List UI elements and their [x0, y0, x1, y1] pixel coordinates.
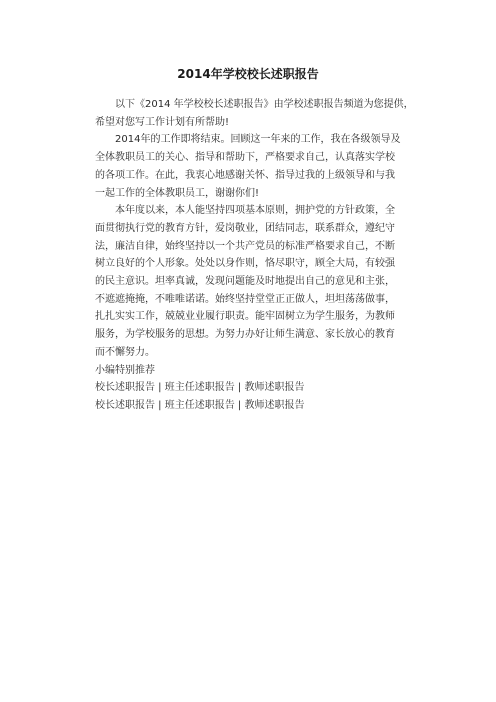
recommend-row [75, 397, 435, 415]
paragraph-line: 希望对您写工作计划有所帮助! [95, 116, 230, 128]
document-body [75, 96, 435, 415]
link-separator: | [155, 399, 165, 411]
link-separator: | [234, 399, 245, 411]
principal-report-link[interactable]: 校长述职报告 [95, 399, 155, 411]
link-separator: | [155, 382, 165, 394]
recommend-row [75, 379, 435, 397]
paragraph-line: 本年度以来，本人能坚持四项基本原则，拥护党的方针政策，全 [115, 205, 395, 217]
summary-paragraph [75, 131, 435, 202]
paragraph-line: 不遮遮掩掩，不唯唯诺诺。始终坚持堂堂正正做人，坦坦荡荡做事， [95, 293, 395, 305]
performance-paragraph [75, 202, 435, 361]
recommend-heading: 小编特别推荐 [95, 364, 155, 376]
link-separator: | [234, 382, 245, 394]
paragraph-line: 面贯彻执行党的教育方针，爱岗敬业，团结同志，联系群众，遵纪守 [95, 222, 395, 234]
paragraph-line: 一起工作的全体教职员工，谢谢你们! [95, 187, 260, 199]
class-teacher-report-link[interactable]: 班主任述职报告 [164, 399, 235, 411]
paragraph-line: 服务，为学校服务的思想。为努力办好让师生满意、家长放心的教育 [95, 329, 395, 341]
paragraph-line: 树立良好的个人形象。处处以身作则，恪尽职守，顾全大局，有较强 [95, 258, 395, 270]
paragraph-line: 扎扎实实工作，兢兢业业履行职责。能牢固树立为学生服务，为教师 [95, 311, 395, 323]
paragraph-line: 2014年的工作即将结束。回顾这一年来的工作，我在各级领导及 [115, 134, 401, 146]
paragraph-line: 的民主意识。坦率真诚，发现问题能及时地提出自己的意见和主张， [95, 276, 395, 288]
class-teacher-report-link[interactable]: 班主任述职报告 [164, 382, 235, 394]
teacher-report-link[interactable]: 教师述职报告 [244, 382, 305, 394]
paragraph-line: 法，廉洁自律，始终坚持以一个共产党员的标准严格要求自己，不断 [95, 240, 395, 252]
paragraph-line: 而不懈努力。 [95, 346, 155, 358]
teacher-report-link[interactable]: 教师述职报告 [244, 399, 305, 411]
intro-paragraph [75, 96, 435, 131]
paragraph-line: 以下《2014 年学校校长述职报告》由学校述职报告频道为您提供， [115, 99, 414, 110]
paragraph-line: 全体教职员工的关心、指导和帮助下，严格要求自己，认真落实学校 [95, 152, 395, 164]
document-title: 2014年学校校长述职报告 [177, 67, 319, 81]
paragraph-line: 的各项工作。在此，我衷心地感谢关怀、指导过我的上级领导和与我 [95, 169, 395, 181]
principal-report-link[interactable]: 校长述职报告 [95, 382, 155, 394]
